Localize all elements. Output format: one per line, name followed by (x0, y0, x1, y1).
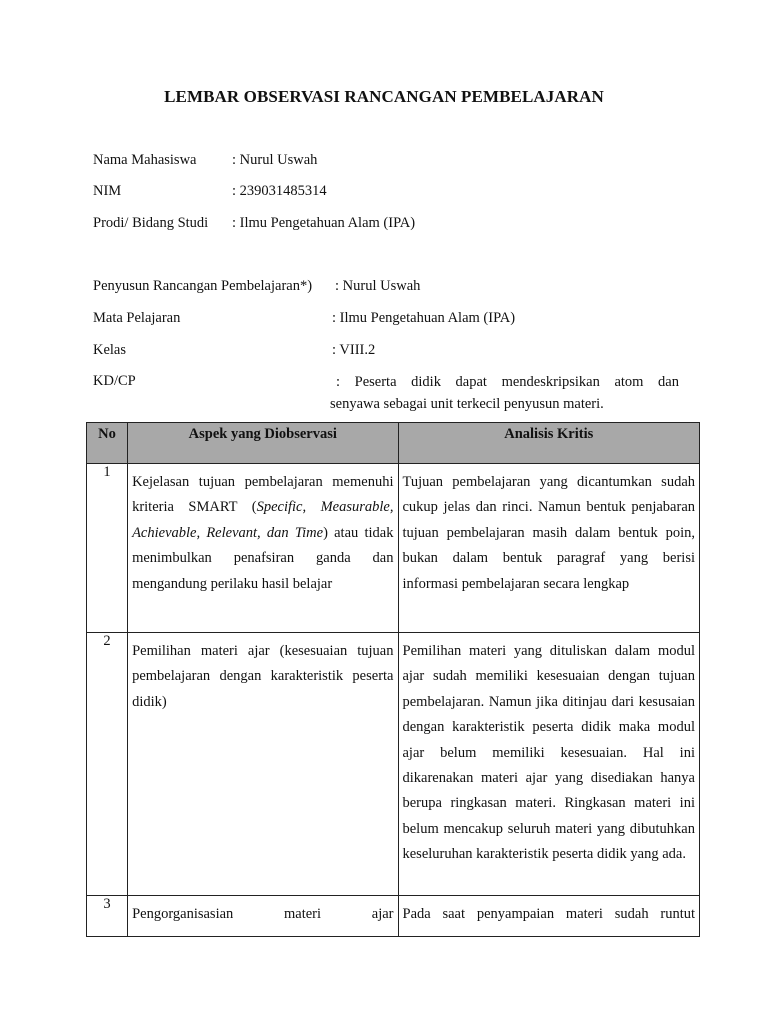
label-penyusun: Penyusun Rancangan Pembelajaran*) (93, 278, 313, 294)
value-nama: : Nurul Uswah (232, 152, 318, 168)
kdcp-line-1: : Peserta didik dapat mendeskripsikan atom dan (336, 374, 679, 390)
label-kelas: Kelas (93, 342, 127, 358)
aspect-text: Pengorganisasian materi ajar (132, 906, 394, 922)
aspect-text: Kejelasan tujuan pembelajaran memenuhi kriteria SMART ( (132, 474, 394, 516)
value-mapel: : Ilmu Pengetahuan Alam (IPA) (332, 310, 516, 326)
label-nama: Nama Mahasiswa (93, 152, 197, 168)
table-row (87, 633, 700, 896)
aspect-cell (128, 896, 398, 937)
analysis-cell (398, 464, 700, 633)
row-number: 2 (87, 633, 128, 896)
value-penyusun: : Nurul Uswah (335, 278, 421, 294)
kdcp-line-2: senyawa sebagai unit terkecil penyusun materi. (330, 396, 604, 412)
row-number: 1 (87, 464, 128, 633)
analysis-text: Pemilihan materi yang dituliskan dalam modul ajar sudah memiliki kesesuaian dengan tujuan pembelajaran. Namun jika ditinjau dari kesusaian dengan karakteristik peserta didik maka modul ajar belum memiliki kesesuaian. Hal ini dikarenakan materi ajar yang disediakan hanya berupa ringkasan materi. Ringkasan materi ini belum mencakup seluruh materi yang dibutuhkan keseluruhan karakteristik peserta didik yang ada. (402, 643, 695, 863)
aspect-text-cont: ) atau tidak menimbulkan penafsiran ganda dan mengandung perilaku hasil belajar (132, 524, 394, 592)
analysis-text: Pada saat penyampaian materi sudah runtut (402, 906, 695, 922)
smart-criteria-text: Specific, Measurable, Achievable, Relevant, dan Time (132, 499, 394, 541)
header-analysis: Analisis Kritis (398, 423, 700, 464)
header-no: No (87, 423, 128, 464)
value-prodi: : Ilmu Pengetahuan Alam (IPA) (232, 215, 416, 231)
value-nim: : 239031485314 (232, 183, 327, 199)
aspect-cell (128, 633, 398, 896)
header-aspect: Aspek yang Diobservasi (128, 423, 398, 464)
document-title: LEMBAR OBSERVASI RANCANGAN PEMBELAJARAN (164, 87, 604, 106)
aspect-text: Pemilihan materi ajar (kesesuaian tujuan pembelajaran dengan karakteristik peserta didik) (132, 643, 394, 710)
observation-table (86, 422, 700, 937)
label-mapel: Mata Pelajaran (93, 310, 181, 326)
table-row (87, 896, 700, 937)
label-prodi: Prodi/ Bidang Studi (93, 215, 209, 231)
analysis-text: Tujuan pembelajaran yang dicantumkan sudah cukup jelas dan rinci. Namun bentuk penjabaran tujuan pembelajaran masih dalam bentuk poin, bukan dalam bentuk paragraf yang berisi informasi pembelajaran secara lengkap (402, 474, 695, 592)
table-row (87, 464, 700, 633)
analysis-cell (398, 633, 700, 896)
value-kdcp (330, 371, 679, 415)
analysis-cell (398, 896, 700, 937)
label-kdcp: KD/CP (93, 373, 136, 389)
label-nim: NIM (93, 183, 122, 199)
value-kelas: : VIII.2 (332, 342, 376, 358)
row-number: 3 (87, 896, 128, 937)
aspect-cell (128, 464, 398, 633)
table-header-row (87, 423, 700, 464)
